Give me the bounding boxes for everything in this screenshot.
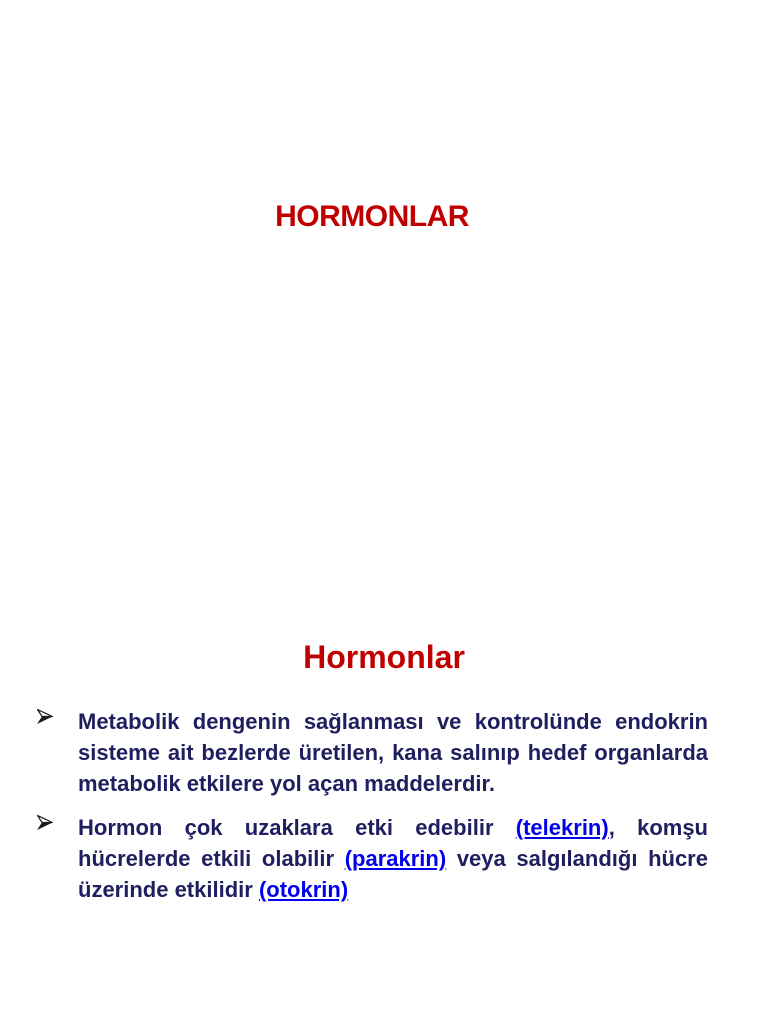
slide-title: HORMONLAR xyxy=(275,200,469,233)
bullet-text-segment: hücrelerde etkili olabilir xyxy=(78,846,345,871)
link-otokrin[interactable]: (otokrin) xyxy=(258,877,349,902)
bullet-text-line xyxy=(78,706,708,737)
arrow-bullet-icon xyxy=(37,815,53,830)
bullet-item xyxy=(0,812,768,905)
bullet-text-segment: metabolik etkilere yol açan maddelerdir. xyxy=(78,771,495,796)
bullet-text-segment: veya salgılandığı hücre xyxy=(446,846,708,871)
bullet-text-segment: , komşu xyxy=(608,815,708,840)
link-telekrin[interactable]: (telekrin) xyxy=(515,815,609,840)
bullet-text-segment: üzerinde etkilidir xyxy=(78,877,259,902)
bullet-text-line xyxy=(78,768,708,799)
bullet-text-line xyxy=(78,874,708,905)
link-parakrin[interactable]: (parakrin) xyxy=(344,846,447,871)
bullet-text-segment: Hormon çok uzaklara etki edebilir xyxy=(78,815,516,840)
bullet-text-line xyxy=(78,737,708,768)
bullet-text xyxy=(78,812,708,905)
section-heading: Hormonlar xyxy=(303,639,465,675)
bullet-text-segment: Metabolik dengenin sağlanması ve kontrolünde endokrin xyxy=(78,709,708,734)
bullet-item xyxy=(0,706,768,799)
bullet-text-line xyxy=(78,843,708,874)
arrow-bullet-icon xyxy=(37,709,53,724)
bullet-text-line xyxy=(78,812,708,843)
bullet-text xyxy=(78,706,708,799)
bullet-text-segment: sisteme ait bezlerde üretilen, kana salınıp hedef organlarda xyxy=(78,740,708,765)
